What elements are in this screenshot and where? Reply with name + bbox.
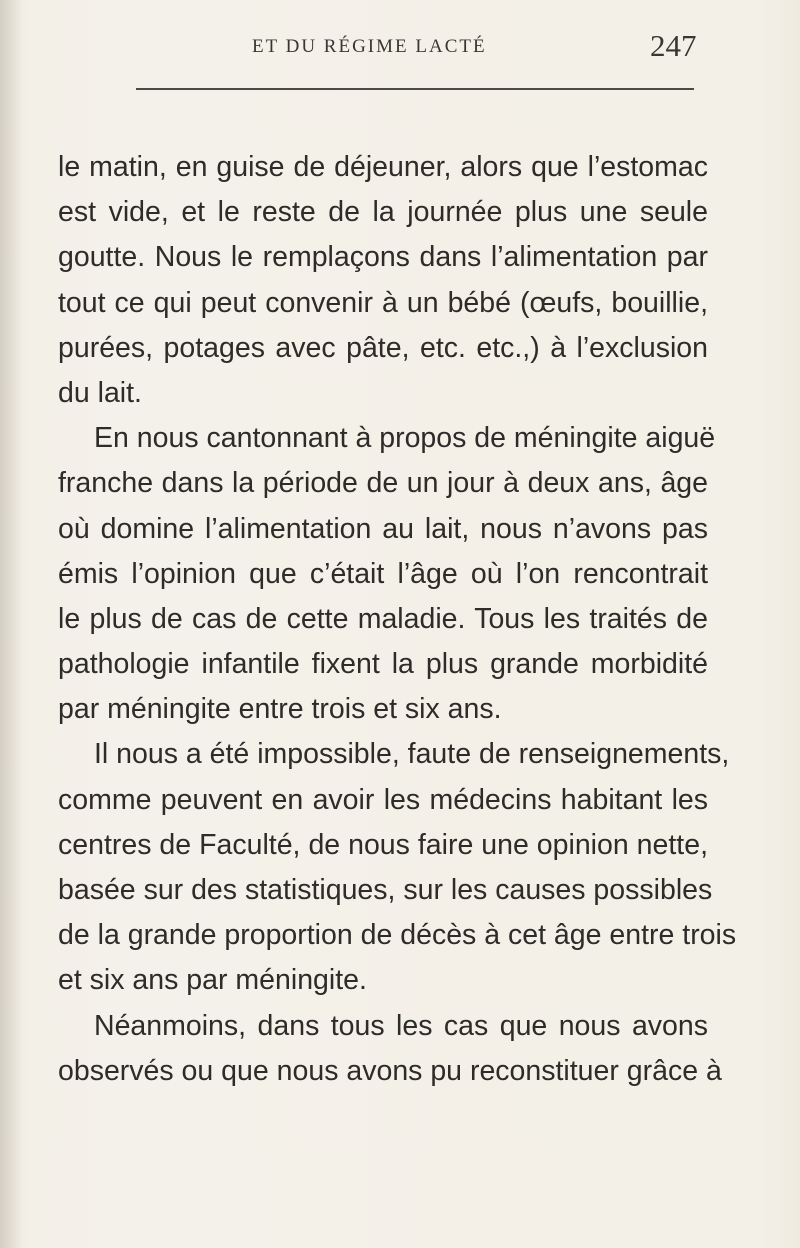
text-line: Néanmoins, dans tous les cas que nous avons xyxy=(94,1009,708,1042)
text-line: et six ans par méningite. xyxy=(58,964,367,997)
text-line: émis l’opinion que c’était l’âge où l’on rencontrait xyxy=(58,557,708,590)
paragraph-4 xyxy=(58,1004,722,1094)
text-line: basée sur des statistiques, sur les causes possibles xyxy=(58,874,713,906)
text-line: comme peuvent en avoir les médecins habitant les xyxy=(58,783,708,816)
text-line: purées, potages avec pâte, etc. etc.,) à l’exclusion xyxy=(58,331,708,364)
text-line: du lait. xyxy=(58,376,142,409)
header-rule xyxy=(136,88,694,90)
paragraph-1 xyxy=(58,145,708,416)
running-head: ET DU RÉGIME LACTÉ xyxy=(252,36,487,57)
text-line: de la grande proportion de décès à cet âge entre trois xyxy=(58,919,737,952)
text-line: tout ce qui peut convenir à un bébé (œufs, bouillie, xyxy=(58,286,708,319)
text-line: observés ou que nous avons pu reconstituer grâce à xyxy=(58,1054,722,1087)
text-line: le plus de cas de cette maladie. Tous les traités de xyxy=(58,602,708,635)
text-line: pathologie infantile fixent la plus grande morbidité xyxy=(58,648,708,681)
page-number: 247 xyxy=(650,28,697,63)
page-gutter-shadow xyxy=(0,0,22,1248)
paragraph-3 xyxy=(58,732,737,1003)
text-line: goutte. Nous le remplaçons dans l’alimentation par xyxy=(58,241,708,274)
text-line: le matin, en guise de déjeuner, alors que l’estomac xyxy=(58,151,708,183)
body-text xyxy=(58,145,737,1094)
text-line: est vide, et le reste de la journée plus une seule xyxy=(58,196,708,229)
text-line: franche dans la période de un jour à deux ans, âge xyxy=(58,467,708,500)
text-line: centres de Faculté, de nous faire une opinion nette, xyxy=(58,828,708,861)
text-line: En nous cantonnant à propos de méningite aiguë xyxy=(94,422,716,455)
text-line: où domine l’alimentation au lait, nous n’avons pas xyxy=(58,512,708,545)
paragraph-2 xyxy=(58,416,716,732)
text-line: par méningite entre trois et six ans. xyxy=(58,693,502,726)
text-line: Il nous a été impossible, faute de renseignements, xyxy=(94,738,730,771)
